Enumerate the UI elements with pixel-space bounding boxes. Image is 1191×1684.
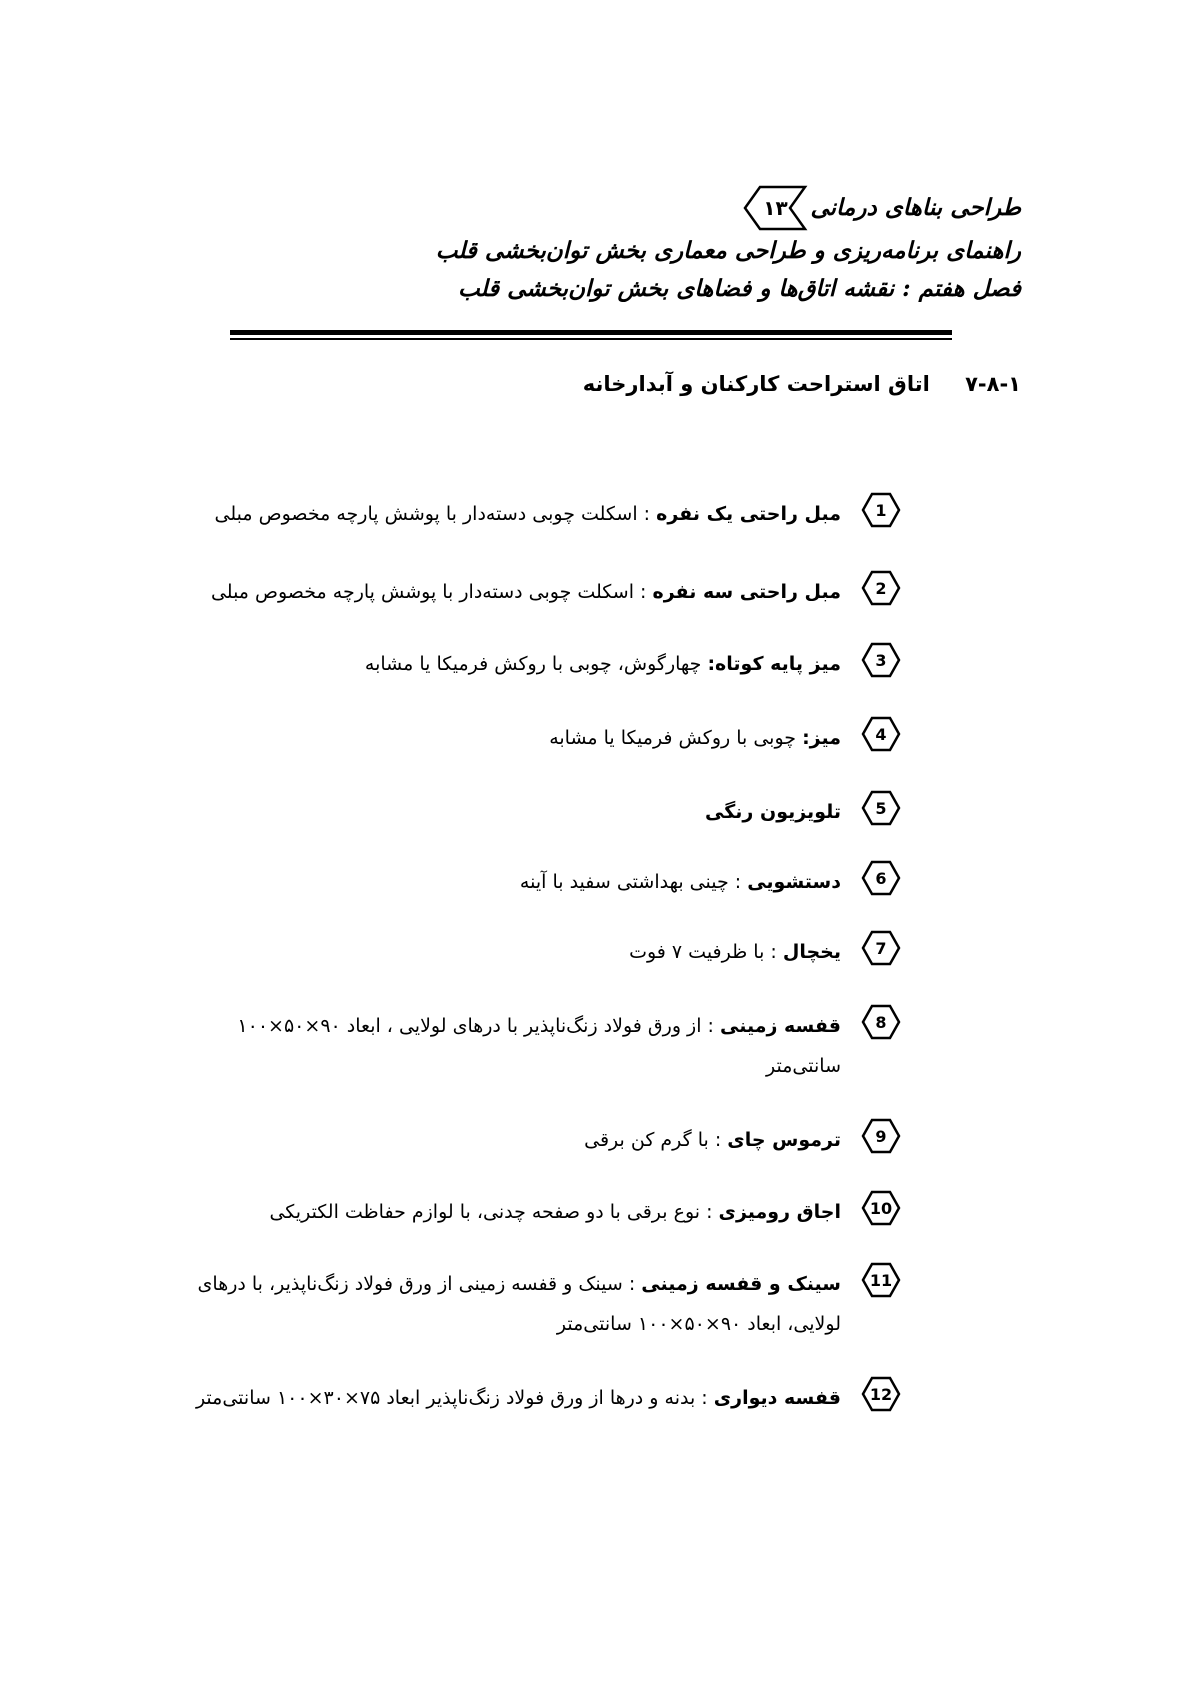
section-title: اتاق استراحت کارکنان و آبدارخانه [582, 372, 930, 396]
item-name: ترموس چای [727, 1129, 841, 1151]
item-text [181, 932, 841, 972]
item-text [181, 1378, 841, 1418]
item-name: تلویزیون رنگی [705, 801, 841, 823]
item-separator: : [728, 871, 748, 893]
item-number-badge [861, 1262, 901, 1298]
item-description: نوع برقی با دو صفحه چدنی، با لوازم حفاظت الکتریکی [269, 1201, 701, 1223]
item-number-badge [861, 790, 901, 826]
item-name: مبل راحتی سه نفره [652, 581, 841, 603]
item-text [181, 572, 841, 612]
item-text [181, 1192, 841, 1232]
item-text [181, 644, 841, 684]
item-text [181, 1006, 841, 1086]
item-text [181, 494, 841, 534]
item-separator: : [708, 1129, 728, 1151]
item-text [181, 1120, 841, 1160]
item-name: یخچال [782, 941, 841, 963]
section-number: ۷-۸-۱ [965, 372, 1021, 396]
item-name: قفسه دیواری [713, 1387, 841, 1409]
item-number-badge [861, 716, 901, 752]
item-number-badge [861, 492, 901, 528]
item-text [181, 718, 841, 758]
item-separator: : [695, 1387, 714, 1409]
item-name: قفسه زمینی [719, 1015, 841, 1037]
item-description: چهارگوش، چوبی با روکش فرمیکا یا مشابه [364, 653, 702, 675]
item-name: اجاق رومیزی [718, 1201, 841, 1223]
item-description: اسکلت چوبی دسته‌دار با پوشش پارچه مخصوص مبلی [214, 503, 638, 525]
item-number-badge [861, 570, 901, 606]
item-number-badge [861, 860, 901, 896]
item-number-badge [861, 1118, 901, 1154]
item-number-badge [861, 1376, 901, 1412]
item-number-badge [861, 1190, 901, 1226]
item-number: 11 [869, 1270, 893, 1290]
item-number: 10 [869, 1198, 893, 1218]
item-description: با گرم کن برقی [584, 1129, 709, 1151]
item-description: از ورق فولاد زنگ‌ناپذیر با درهای لولایی ، ابعاد ۹۰×۵۰×۱۰۰ سانتی‌متر [237, 1015, 841, 1077]
item-description: چینی بهداشتی سفید با آینه [519, 871, 729, 893]
header-line-3: فصل هفتم : نقشه اتاق‌ها و فضاهای بخش توان‌بخشی قلب [457, 275, 1021, 302]
item-separator: : [637, 503, 657, 525]
item-name: میز پایه کوتاه: [707, 653, 841, 675]
item-name: میز: [802, 727, 841, 749]
item-text [181, 792, 841, 832]
item-number: 8 [875, 1012, 887, 1032]
item-text [181, 1264, 841, 1344]
header-line-2: راهنمای برنامه‌ریزی و طراحی معماری بخش توان‌بخشی قلب [435, 237, 1021, 264]
item-name: دستشویی [747, 871, 841, 893]
header-book-title: طراحی بناهای درمانی [810, 194, 1021, 221]
item-number: 1 [875, 500, 887, 520]
chapter-number: ۱۳ [763, 196, 788, 220]
item-number: 7 [875, 938, 887, 958]
item-description: اسکلت چوبی دسته‌دار با پوشش پارچه مخصوص مبلی [210, 581, 635, 603]
item-separator: : [634, 581, 653, 603]
item-number: 6 [875, 868, 887, 888]
item-separator: : [622, 1273, 642, 1295]
item-separator: : [764, 941, 783, 963]
item-number: 2 [875, 578, 887, 598]
item-description: سینک و قفسه زمینی از ورق فولاد زنگ‌ناپذیر، با درهای لولایی، ابعاد ۹۰×۵۰×۱۰۰ سانتی‌متر [197, 1273, 841, 1335]
item-number-badge [861, 1004, 901, 1040]
item-number: 9 [875, 1126, 887, 1146]
item-number-badge [861, 930, 901, 966]
item-separator: : [701, 1015, 720, 1037]
item-name: سینک و قفسه زمینی [641, 1273, 841, 1295]
item-number: 3 [875, 650, 887, 670]
item-separator: : [700, 1201, 719, 1223]
item-number-badge [861, 642, 901, 678]
item-description: چوبی با روکش فرمیکا یا مشابه [549, 727, 797, 749]
item-number: 4 [875, 724, 887, 744]
item-number: 5 [875, 798, 887, 818]
item-text [181, 862, 841, 902]
item-number: 12 [869, 1384, 893, 1404]
item-description: با ظرفیت ۷ فوت [629, 941, 765, 963]
item-name: مبل راحتی یک نفره [656, 503, 841, 525]
item-description: بدنه و درها از ورق فولاد زنگ‌ناپذیر ابعاد ۷۵×۳۰×۱۰۰ سانتی‌متر [195, 1387, 696, 1409]
